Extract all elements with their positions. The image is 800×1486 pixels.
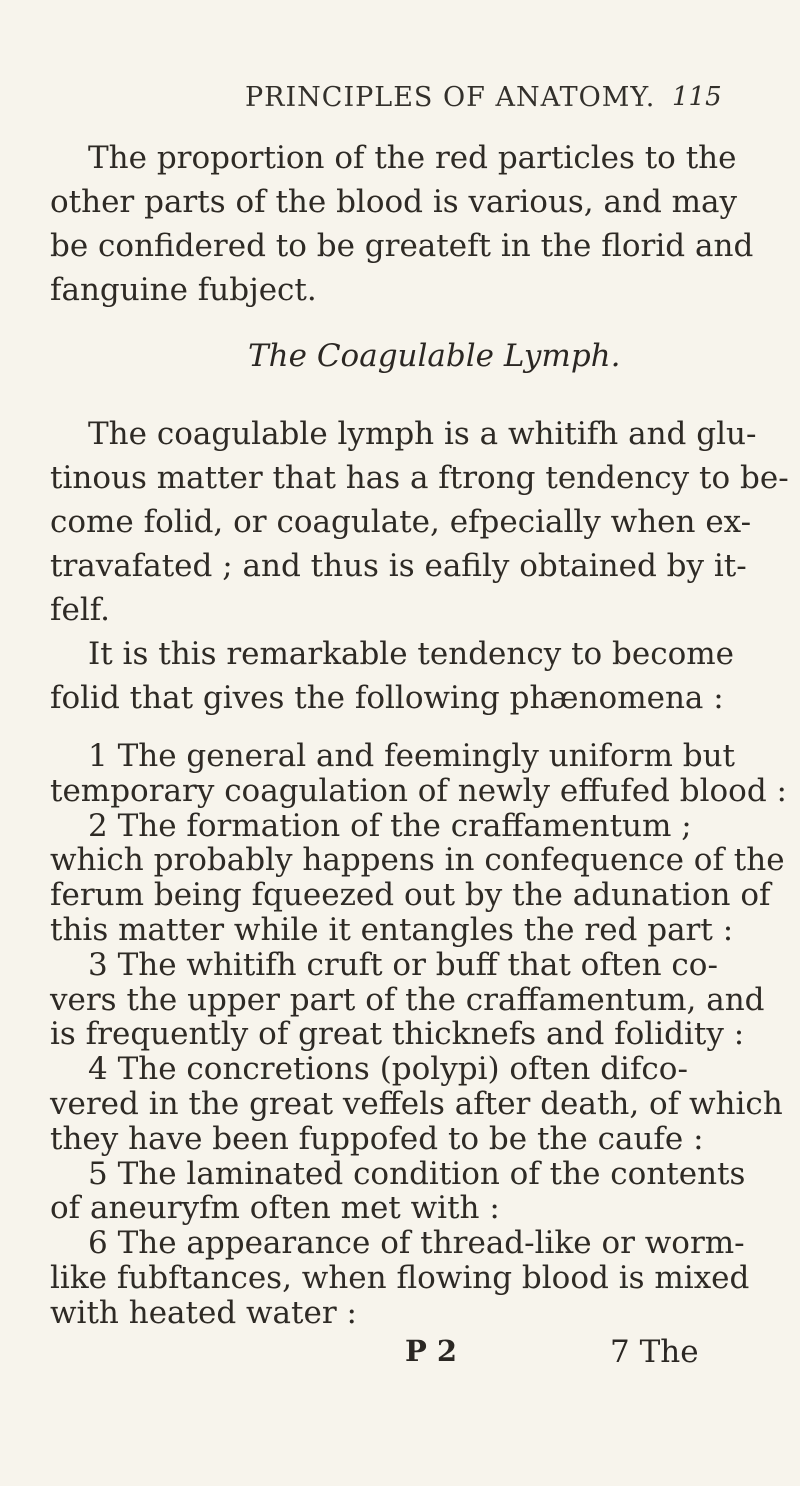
text-line: travafated ; and thus is eafily obtained by it- bbox=[50, 548, 747, 584]
list-line: which probably happens in confequence of the bbox=[50, 842, 785, 879]
text-line: tinous matter that has a ftrong tendency to be- bbox=[50, 460, 789, 496]
text-line: The proportion of the red particles to the bbox=[88, 140, 737, 176]
text-line: fanguine fubject. bbox=[50, 272, 317, 308]
text-line: It is this remarkable tendency to become bbox=[88, 636, 735, 672]
text-line: be confidered to be greateft in the florid and bbox=[50, 228, 754, 264]
list-line: 3 The whitifh cruft or buff that often co- bbox=[88, 946, 718, 983]
list-line: vered in the great veffels after death, of which bbox=[50, 1086, 783, 1122]
list-line: 4 The concretions (polypi) often difco- bbox=[88, 1051, 688, 1088]
section-heading: The Coagulable Lymph. bbox=[248, 338, 621, 374]
list-line: like fubftances, when flowing blood is mixed bbox=[50, 1260, 750, 1296]
list-line: 2 The formation of the craffamentum ; bbox=[88, 807, 692, 844]
list-line: vers the upper part of the craffamentum, and bbox=[50, 981, 765, 1018]
text-line: folid that gives the following phænomena : bbox=[50, 680, 724, 716]
page-number: 115 bbox=[672, 82, 722, 112]
text-line: The coagulable lymph is a whitifh and glu- bbox=[88, 416, 757, 452]
signature-mark: P 2 bbox=[405, 1334, 458, 1368]
list-line: 5 The laminated condition of the contents bbox=[88, 1155, 746, 1192]
running-head: PRINCIPLES OF ANATOMY. bbox=[245, 82, 656, 113]
list-line: 6 The appearance of thread-like or worm- bbox=[88, 1225, 745, 1262]
text-line: felf. bbox=[50, 592, 110, 628]
catchword: 7 The bbox=[610, 1334, 699, 1370]
text-line: other parts of the blood is various, and may bbox=[50, 184, 738, 220]
list-line: is frequently of great thicknefs and folidity : bbox=[50, 1016, 745, 1053]
text-line: come folid, or coagulate, efpecially when ex- bbox=[50, 504, 752, 540]
list-line: temporary coagulation of newly effufed blood : bbox=[50, 772, 787, 809]
list-line: ferum being fqueezed out by the adunation of bbox=[50, 877, 771, 914]
list-line: with heated water : bbox=[50, 1294, 357, 1331]
list-line: 1 The general and feemingly uniform but bbox=[88, 738, 736, 774]
list-line: of aneuryfm often met with : bbox=[50, 1190, 500, 1227]
list-line: this matter while it entangles the red part : bbox=[50, 912, 734, 948]
list-line: they have been fuppofed to be the caufe : bbox=[50, 1120, 704, 1157]
